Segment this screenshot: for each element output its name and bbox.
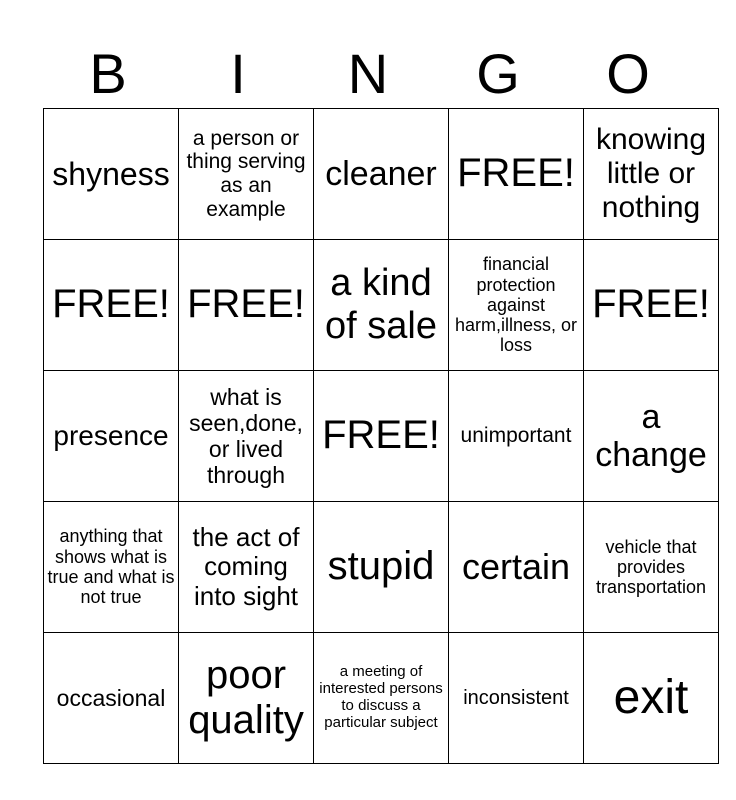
bingo-cell: presence bbox=[44, 371, 179, 502]
board-row bbox=[44, 371, 719, 502]
bingo-cell: certain bbox=[449, 502, 584, 633]
bingo-cell: inconsistent bbox=[449, 633, 584, 764]
bingo-cell: financial protection against harm,illness, or loss bbox=[449, 240, 584, 371]
header-letter-g: G bbox=[476, 42, 520, 105]
header-letter-b: B bbox=[89, 42, 127, 105]
bingo-cell: FREE! bbox=[44, 240, 179, 371]
bingo-cell: what is seen,done, or lived through bbox=[179, 371, 314, 502]
header-letter-n: N bbox=[347, 42, 389, 105]
board-row bbox=[44, 633, 719, 764]
bingo-cell: a change bbox=[584, 371, 719, 502]
bingo-cell: cleaner bbox=[314, 109, 449, 240]
bingo-cell: anything that shows what is true and what is not true bbox=[44, 502, 179, 633]
bingo-cell: stupid bbox=[314, 502, 449, 633]
bingo-cell: a kind of sale bbox=[314, 240, 449, 371]
bingo-cell: a meeting of interested persons to discuss a particular subject bbox=[314, 633, 449, 764]
board-row bbox=[44, 240, 719, 371]
bingo-board bbox=[43, 108, 719, 764]
bingo-cell: FREE! bbox=[179, 240, 314, 371]
bingo-cell: FREE! bbox=[314, 371, 449, 502]
header-letter-o: O bbox=[606, 42, 650, 105]
board-row bbox=[44, 109, 719, 240]
bingo-cell: FREE! bbox=[584, 240, 719, 371]
bingo-cell: occasional bbox=[44, 633, 179, 764]
bingo-cell: exit bbox=[584, 633, 719, 764]
bingo-cell: vehicle that provides transportation bbox=[584, 502, 719, 633]
bingo-cell: poor quality bbox=[179, 633, 314, 764]
header-letter-i: I bbox=[230, 42, 246, 105]
bingo-cell: knowing little or nothing bbox=[584, 109, 719, 240]
bingo-cell: FREE! bbox=[449, 109, 584, 240]
board-row bbox=[44, 502, 719, 633]
bingo-cell: unimportant bbox=[449, 371, 584, 502]
bingo-cell: the act of coming into sight bbox=[179, 502, 314, 633]
bingo-header bbox=[43, 42, 693, 106]
bingo-cell: shyness bbox=[44, 109, 179, 240]
bingo-cell: a person or thing serving as an example bbox=[179, 109, 314, 240]
